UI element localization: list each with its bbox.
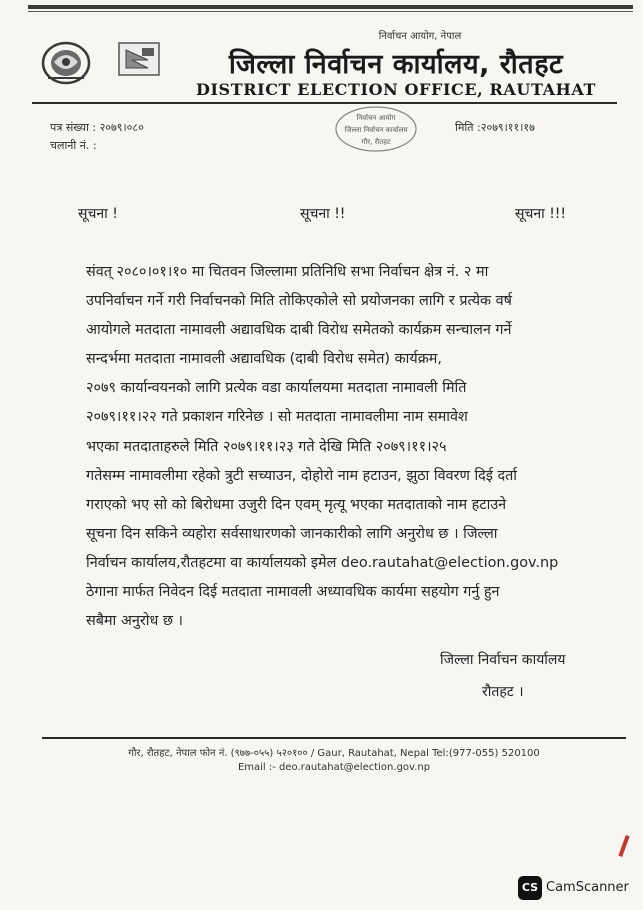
notice-heading-center: सूचना !!: [300, 206, 346, 222]
body-line: ठेगाना मार्फत निवेदन दिई मतदाता नामावली अध्यावधिक कार्यमा सहयोग गर्नु हुन: [86, 584, 500, 601]
body-line: संवत् २०८०।०१।१० मा चितवन जिल्लामा प्रतिनिधि सभा निर्वाचन क्षेत्र नं. २ मा: [86, 264, 489, 280]
body-line: सन्दर्भमा मतदाता नामावली अद्यावधिक (दाबी विरोध समेत) कार्यक्रम,: [86, 351, 442, 368]
stamp-line-2: जिल्ला निर्वाचन कार्यालय: [344, 126, 408, 134]
office-name-nepali: जिल्ला निर्वाचन कार्यालय, रौतहट: [228, 49, 564, 80]
reference-number: पत्र संख्या : २०७९।०८०: [50, 121, 144, 134]
footer-divider: [42, 737, 626, 739]
top-border-thin: [28, 11, 633, 12]
notice-body: [86, 258, 586, 636]
election-commission-logo-icon: [118, 42, 160, 76]
body-line: सूचना दिन सकिने व्यहोरा सर्वसाधारणको जानकारीको लागि अनुरोध छ । जिल्ला: [86, 525, 498, 542]
body-line: सबैमा अनुरोध छ ।: [86, 613, 183, 630]
notice-heading-right: सूचना !!!: [515, 206, 567, 222]
office-name-english: DISTRICT ELECTION OFFICE, RAUTAHAT: [196, 80, 596, 99]
body-line: २०७९ कार्यान्वयनको लागि प्रत्येक वडा कार्यालयमा मतदाता नामावली मिति: [86, 380, 467, 397]
corner-mark: [618, 835, 629, 857]
body-line: भएका मतदाताहरुले मिति २०७९।११।२३ गते देखि मिति २०७९।११।२५: [86, 438, 447, 455]
commission-name: निर्वाचन आयोग, नेपाल: [378, 31, 462, 42]
office-stamp-icon: [332, 104, 420, 154]
body-line: गराएको भए सो को बिरोधमा उजुरी दिन एवम् मृत्यू भएका मतदाताको नाम हटाउने: [86, 496, 507, 513]
header-divider: [32, 102, 617, 104]
top-border-thick: [28, 5, 633, 9]
stamp-line-3: गौर, रौतहट: [361, 138, 391, 146]
nepal-emblem-icon: [40, 38, 92, 86]
signature-office: जिल्ला निर्वाचन कार्यालय: [440, 652, 566, 668]
signature-location: रौतहट ।: [482, 684, 524, 700]
camscanner-logo-icon: CS: [518, 876, 542, 900]
camscanner-label: CamScanner: [546, 880, 629, 895]
letter-date: मिति :२०७९।११।१७: [455, 121, 535, 134]
footer-email: Email :- deo.rautahat@election.gov.np: [237, 762, 431, 773]
dispatch-number: चलानी नं. :: [50, 139, 97, 152]
body-line: उपनिर्वाचन गर्ने गरी निर्वाचनको मिति तोकिएकोले सो प्रयोजनका लागि र प्रत्येक वर्ष: [86, 293, 513, 310]
notice-heading-left: सूचना !: [78, 206, 118, 222]
body-line: निर्वाचन कार्यालय,रौतहटमा वा कार्यालयको इमेल deo.rautahat@election.gov.np: [86, 554, 559, 571]
body-line: गतेसम्म नामावलीमा रहेको त्रुटी सच्याउन, दोहोरो नाम हटाउन, झुठा विवरण दिई दर्ता: [86, 467, 518, 484]
body-line: आयोगले मतदाता नामावली अद्यावधिक दाबी विरोध समेतको कार्यक्रम सन्चालन गर्ने: [86, 322, 512, 339]
footer-address: गौर, रौतहट, नेपाल फोन नं. (९७७-०५५) ५२०१०० / Gaur, Rautahat, Nepal Tel:(977-055) 520100: [128, 748, 540, 759]
stamp-line-1: निर्वाचन आयोग: [356, 114, 396, 122]
body-line: २०७९।११।२२ गते प्रकाशन गरिनेछ । सो मतदाता नामावलीमा नाम समावेश: [86, 409, 468, 426]
